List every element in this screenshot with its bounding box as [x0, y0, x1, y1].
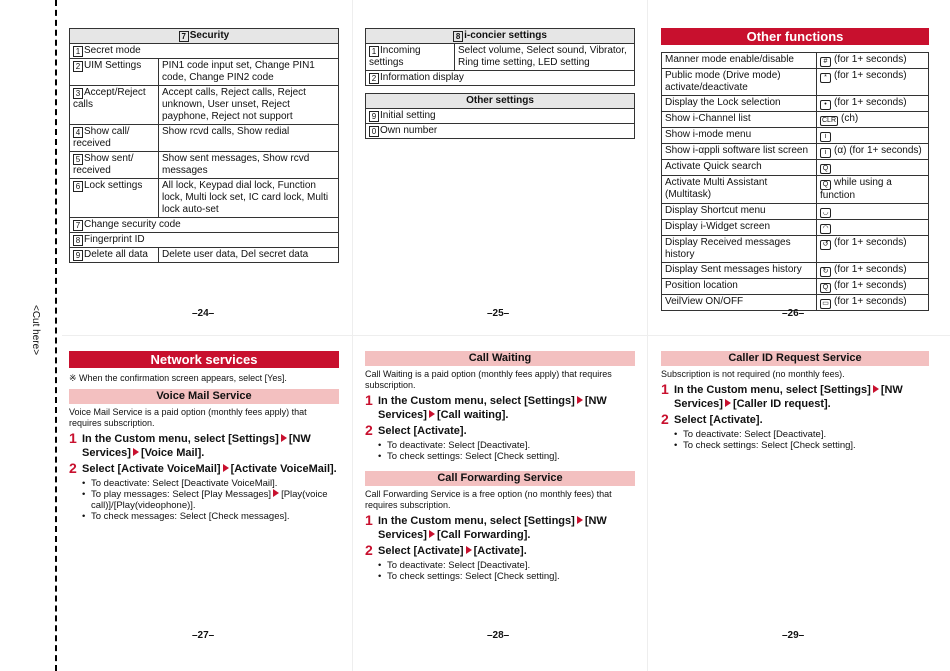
voice-mail-title: Voice Mail Service — [69, 389, 339, 404]
arrow-icon — [133, 448, 139, 456]
step-2: 2 Select [Activate VoiceMail] [Activate VoiceMail]. — [69, 460, 337, 476]
function-row: Activate Quick search Q — [662, 160, 929, 176]
function-row: VeilView ON/OFF ▭ (for 1+ seconds) — [662, 295, 929, 311]
arrow-icon — [873, 385, 879, 393]
iconcier-panel — [365, 28, 635, 139]
step-2: 2 Select [Activate]. — [365, 422, 467, 438]
key-icon: * — [820, 73, 831, 83]
function-row: Display Received messages history ↺ (for 1+ seconds) — [662, 236, 929, 263]
network-services-title: Network services — [69, 351, 339, 368]
page-number: –24– — [192, 308, 215, 319]
key-icon: i — [820, 148, 831, 158]
key-icon: ↺ — [820, 240, 831, 250]
key-icon: # — [820, 57, 831, 67]
security-row: 7 Change security code — [70, 218, 339, 233]
arrow-icon — [429, 530, 435, 538]
arrow-icon — [725, 399, 731, 407]
other-settings-title: Other settings — [366, 94, 635, 109]
security-row: 3 Accept/Reject calls — [70, 86, 159, 125]
arrow-icon — [466, 546, 472, 554]
page-number: –29– — [782, 630, 805, 641]
call-forwarding-title: Call Forwarding Service — [365, 471, 635, 486]
step-1: 1 In the Custom menu, select [Settings] [NW Services] [Voice Mail]. — [69, 430, 311, 459]
function-row: Show i-mode menu i — [662, 128, 929, 144]
call-waiting-title: Call Waiting — [365, 351, 635, 366]
iconcier-title: 8 i-concier settings — [366, 29, 635, 44]
security-table: 7 Security 1 Secret mode 2 UIM Settings PIN1 code input set, Change PIN1 code, Change PIN2 code 3 Accept/Reject calls Accept calls, Reject calls, Reject unknown, User unset, Reject payphone, Reject not support 4 Show call/ received Show rcvd calls, Show redial 5 Show sent/ received Show sent messages, Show rcvd messages 6 Lock settings All lock, Keypad dial lock, Function lock, Multi lock set, IC card lock, Multi lock auto-set 7 Change security code 8 Fingerprint ID 9 Delete all data Delete user data, Del secret data — [69, 28, 339, 263]
voice-mail-bullets: • To deactivate: Select [Deactivate VoiceMail]. • To play messages: Select [Play Messages] [Play(voice call)]/[Play(videophone)]. • To check messages: Select [Check messages]. — [69, 478, 339, 522]
page-number: –25– — [487, 308, 510, 319]
arrow-icon — [273, 489, 279, 497]
function-row: Position location Q (for 1+ seconds) — [662, 279, 929, 295]
menu-number-badge: 8 — [453, 31, 463, 42]
security-row: 4 Show call/ received — [70, 125, 159, 152]
call-forwarding-intro: Call Forwarding Service is a free option (no monthly fees) that requires subscription. — [365, 489, 612, 510]
arrow-icon — [429, 410, 435, 418]
key-icon: i — [820, 132, 831, 142]
security-row: 1 Secret mode — [70, 44, 339, 59]
key-icon: • — [820, 100, 831, 110]
key-icon: ◡ — [820, 208, 831, 218]
caller-id-bullets: • To deactivate: Select [Deactivate]. • To check settings: Select [Check setting]. — [661, 429, 929, 451]
key-icon: Q — [820, 180, 831, 190]
caller-id-title: Caller ID Request Service — [661, 351, 929, 366]
security-row: 2 UIM Settings — [70, 59, 159, 86]
page-number: –27– — [192, 630, 215, 641]
function-row: Display Sent messages history ↻ (for 1+ seconds) — [662, 263, 929, 279]
cut-label: <Cut here> — [30, 305, 41, 356]
security-row: 5 Show sent/ received — [70, 152, 159, 179]
page-number: –26– — [782, 308, 805, 319]
other-settings-row: 0 Own number — [366, 124, 635, 139]
caller-id-panel — [661, 351, 929, 451]
function-row: Public mode (Drive mode) activate/deactivate * (for 1+ seconds) — [662, 69, 929, 96]
function-row: Display the Lock selection • (for 1+ seconds) — [662, 96, 929, 112]
step-2: 2 Select [Activate] [Activate]. — [365, 542, 527, 558]
function-row: Show i-αppli software list screen i (α) (for 1+ seconds) — [662, 144, 929, 160]
call-forwarding-bullets: • To deactivate: Select [Deactivate]. • To check settings: Select [Check setting]. — [365, 560, 635, 582]
cut-line — [55, 0, 57, 671]
other-functions-panel — [661, 28, 929, 311]
network-services-panel — [69, 351, 339, 522]
arrow-icon — [577, 516, 583, 524]
row-divider — [62, 335, 950, 336]
iconcier-row: 1 Incoming settings — [366, 44, 455, 71]
security-row: 8 Fingerprint ID — [70, 233, 339, 248]
security-panel — [69, 28, 339, 263]
voice-mail-intro: Voice Mail Service is a paid option (monthly fees apply) that requires subscription. — [69, 407, 307, 428]
iconcier-table: 8 i-concier settings 1 Incoming settings Select volume, Select sound, Vibrator, Ring time setting, LED setting 2 Information display — [365, 28, 635, 86]
function-row: Display Shortcut menu ◡ — [662, 204, 929, 220]
other-functions-title: Other functions — [661, 28, 929, 45]
call-waiting-intro: Call Waiting is a paid option (monthly fees apply) that requires subscription. — [365, 369, 612, 390]
arrow-icon — [577, 396, 583, 404]
iconcier-row: 2 Information display — [366, 71, 635, 86]
step-1: 1 In the Custom menu, select [Settings] [NW Services] [Call Forwarding]. — [365, 512, 607, 541]
function-row: Display i-Widget screen ◠ — [662, 220, 929, 236]
step-1: 1 In the Custom menu, select [Settings] [NW Services] [Call waiting]. — [365, 392, 607, 421]
other-settings-row: 9 Initial setting — [366, 109, 635, 124]
call-waiting-panel — [365, 351, 635, 582]
key-icon: Q — [820, 283, 831, 293]
function-row: Show i-Channel list CLR (ch) — [662, 112, 929, 128]
menu-number-badge: 7 — [179, 31, 189, 42]
security-title: 7 Security — [70, 29, 339, 44]
key-icon: ◠ — [820, 224, 831, 234]
page-number: –28– — [487, 630, 510, 641]
key-icon: ↻ — [820, 267, 831, 277]
arrow-icon — [281, 434, 287, 442]
security-row: 6 Lock settings — [70, 179, 159, 218]
call-waiting-bullets: • To deactivate: Select [Deactivate]. • To check settings: Select [Check setting]. — [365, 440, 635, 462]
function-row: Activate Multi Assistant (Multitask) Q while using a function — [662, 176, 929, 204]
confirmation-note: ※ When the confirmation screen appears, select [Yes]. — [69, 373, 287, 383]
key-icon: Q — [820, 164, 831, 174]
key-icon: ▭ — [820, 299, 831, 309]
step-1: 1 In the Custom menu, select [Settings] [NW Services] [Caller ID request]. — [661, 381, 903, 410]
other-functions-table — [661, 52, 929, 311]
arrow-icon — [223, 464, 229, 472]
key-icon: CLR — [822, 117, 837, 124]
function-row: Manner mode enable/disable # (for 1+ seconds) — [662, 53, 929, 69]
caller-id-intro: Subscription is not required (no monthly fees). — [661, 369, 845, 379]
security-row: 9 Delete all data — [70, 248, 159, 263]
other-settings-table — [365, 93, 635, 139]
step-2: 2 Select [Activate]. — [661, 411, 763, 427]
